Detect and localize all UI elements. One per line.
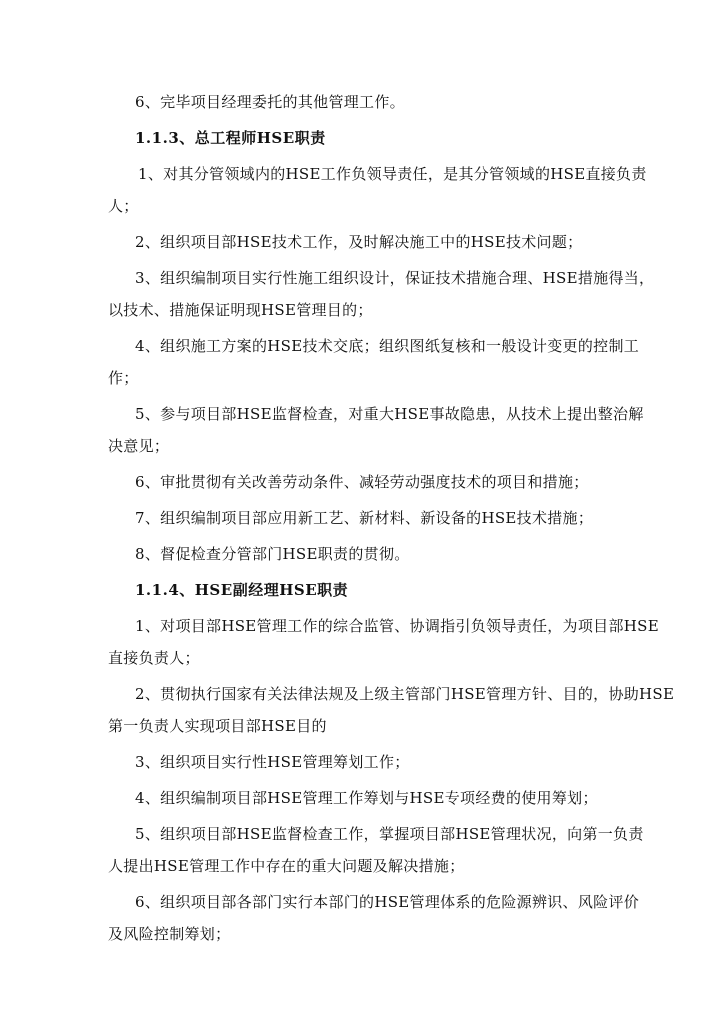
section-heading-1-1-3: 1.1.3、总工程师HSE职责 <box>135 129 326 147</box>
paragraph-line-14: 8、督促检查分管部门HSE职责的贯彻。 <box>135 545 410 563</box>
paragraph-line-3: 1、对其分管领域内的HSE工作负领导责任，是其分管领域的HSE直接负责 <box>138 165 647 183</box>
paragraph-line-20: 3、组织项目实行性HSE管理筹划工作； <box>135 753 410 771</box>
paragraph-line-19: 第一负责人实现项目部HSE目的 <box>108 717 327 735</box>
paragraph-line-5: 2、组织项目部HSE技术工作，及时解决施工中的HSE技术问题； <box>135 233 583 251</box>
paragraph-line-22: 5、组织项目部HSE监督检查工作，掌握项目部HSE管理状况，向第一负责 <box>135 825 644 843</box>
paragraph-line-21: 4、组织编制项目部HSE管理工作筹划与HSE专项经费的使用筹划； <box>135 789 598 807</box>
paragraph-line-12: 6、审批贯彻有关改善劳动条件、减轻劳动强度技术的项目和措施； <box>135 473 589 491</box>
paragraph-line-23: 人提出HSE管理工作中存在的重大问题及解决措施； <box>108 857 465 875</box>
paragraph-line-25: 及风险控制筹划； <box>108 925 231 943</box>
paragraph-line-24: 6、组织项目部各部门实行本部门的HSE管理体系的危险源辨识、风险评价 <box>135 893 640 911</box>
paragraph-line-8: 4、组织施工方案的HSE技术交底；组织图纸复核和一般设计变更的控制工 <box>135 337 640 355</box>
paragraph-line-4: 人； <box>108 197 139 215</box>
section-heading-1-1-4: 1.1.4、HSE副经理HSE职责 <box>135 581 349 599</box>
paragraph-line-6: 3、组织编制项目实行性施工组织设计，保证技术措施合理、HSE措施得当， <box>135 269 655 287</box>
paragraph-line-10: 5、参与项目部HSE监督检查，对重大HSE事故隐患，从技术上提出整治解 <box>135 405 644 423</box>
paragraph-line-16: 1、对项目部HSE管理工作的综合监管、协调指引负领导责任，为项目部HSE <box>135 617 659 635</box>
paragraph-line-13: 7、组织编制项目部应用新工艺、新材料、新设备的HSE技术措施； <box>135 509 594 527</box>
paragraph-line-1: 6、完毕项目经理委托的其他管理工作。 <box>135 93 405 111</box>
paragraph-line-9: 作； <box>108 369 139 387</box>
paragraph-line-18: 2、贯彻执行国家有关法律法规及上级主管部门HSE管理方针、目的，协助HSE <box>135 685 675 703</box>
paragraph-line-11: 决意见； <box>108 437 170 455</box>
paragraph-line-17: 直接负责人； <box>108 649 200 667</box>
paragraph-line-7: 以技术、措施保证明现HSE管理目的； <box>108 301 373 319</box>
